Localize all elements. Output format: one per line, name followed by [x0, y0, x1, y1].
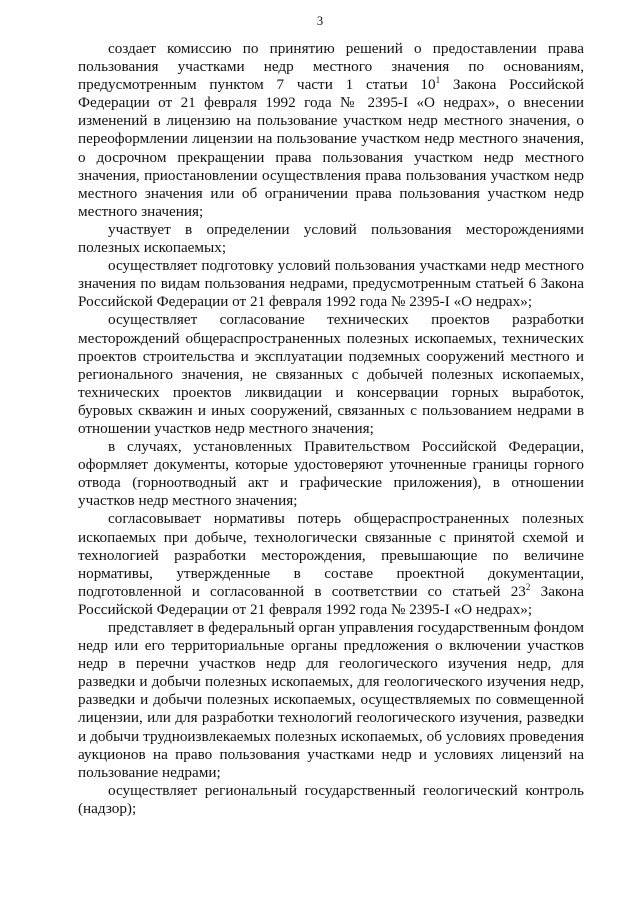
paragraph-commission — [78, 40, 584, 221]
paragraph-text: в случаях, установленных Правительством Российской Федерации, оформляет документы, которые удостоверяют уточненные границы горного отвода (горноотводный акт и графические приложения), в отношении участков недр местного значения; — [78, 438, 584, 510]
paragraph-proposals — [78, 619, 584, 782]
paragraph-text: участвует в определении условий пользования месторождениями полезных ископаемых; — [78, 220, 584, 257]
page-number: 3 — [316, 14, 324, 28]
paragraph-text: создает комиссию по принятию решений о предоставлении права пользования участками недр местного значения по основаниям, предусмотренным пунктом 7 части 1 статьи 10 — [78, 40, 584, 94]
paragraph-mining-allotment — [78, 438, 584, 510]
paragraph-text: осуществляет согласование технических проектов разработки месторождений общераспространенных полезных ископаемых, технических проектов строительства и эксплуатации подземных сооружений местного и регионального значения, не связанных с добычей полезных ископаемых, технических проектов ликвидации и консервации горных выработок, буровых скважин и иных сооружений, связанных с пользованием недрами в отношении участков недр местного значения; — [78, 311, 584, 437]
paragraph-deposit-conditions — [78, 221, 584, 257]
paragraph-text: Закона Российской Федерации от 21 февраля 1992 года № 2395-I «О недрах», о внесении изменений в лицензию на пользование участком недр местного значения, о переоформлении лицензии на пользование участком недр местного значения, о досрочном прекращении права пользования участком недр местного значения, приостановлении осуществления права пользования участком недр местного значения или об ограничении права пользования участком недр местного значения; — [78, 76, 584, 220]
paragraph-project-approval — [78, 311, 584, 438]
paragraph-text: Закона Российской Федерации от 21 февраля 1992 года № 2395-I «О недрах»; — [78, 582, 585, 618]
paragraph-loss-norms — [78, 510, 584, 619]
superscript: 2 — [525, 581, 531, 592]
paragraph-text: согласовывает нормативы потерь общераспространенных полезных ископаемых при добыче, технологически связанные с принятой схемой и технологией разработки месторождения, превышающие по величине нормативы, утвержденные в составе проектной документации, подготовленной и согласованной в соответствии со статьей 23 — [78, 510, 584, 600]
paragraph-use-conditions — [78, 257, 584, 311]
paragraph-geological-control — [78, 782, 584, 818]
paragraph-text: представляет в федеральный орган управления государственным фондом недр или его территориальные органы предложения о включении участков недр в перечни участков недр для геологического изучения недр, для разведки и добычи полезных ископаемых, для геологического изучения недр, разведки и добычи полезных ископаемых, осуществляемых по совмещенной лицензии, или для разработки технологий геологического изучения, разведки и добычи трудноизвлекаемых полезных ископаемых, об условиях проведения аукционов на право пользования участками недр и условиях лицензий на пользование недрами; — [78, 619, 584, 781]
paragraph-text: осуществляет региональный государственный геологический контроль (надзор); — [78, 781, 584, 817]
paragraph-text: осуществляет подготовку условий пользования участками недр местного значения по видам пользования недрами, предусмотренным статьей 6 Закона Российской Федерации от 21 февраля 1992 года № 2395-I «О недрах»; — [78, 257, 584, 311]
document-body — [78, 40, 584, 818]
superscript: 1 — [435, 75, 441, 86]
